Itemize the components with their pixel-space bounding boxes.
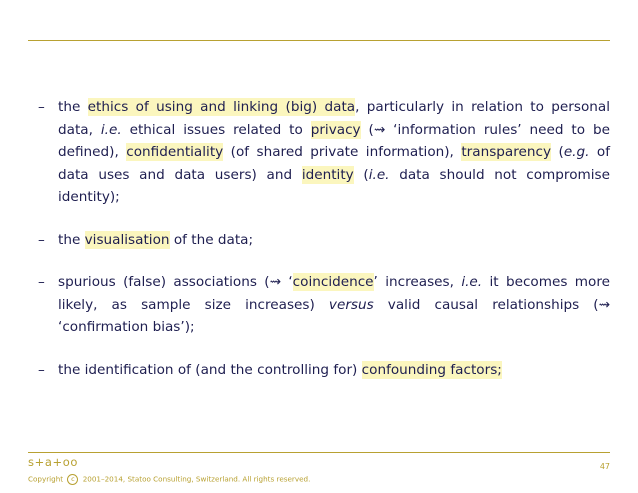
text-segment: it becomes more likely, as sample size increases) — [58, 274, 610, 313]
italic-versus: versus — [328, 296, 374, 313]
italic-ie: i.e. — [100, 121, 122, 138]
bullet-text — [58, 359, 610, 382]
copyright-icon: c — [67, 474, 78, 485]
copyright-notice — [28, 474, 310, 485]
text-segment: ( — [551, 144, 564, 160]
highlight-ethics: ethics of using and linking (big) data — [87, 99, 356, 115]
text-segment: of the data; — [169, 231, 254, 248]
highlight-transparency: transparency — [461, 144, 552, 160]
bullet-text — [58, 96, 610, 209]
text-segment: the — [58, 99, 88, 115]
bullet-list — [38, 96, 610, 381]
bullet-ethics — [38, 96, 610, 209]
bullet-visualisation — [38, 229, 610, 252]
highlight-visualisation: visualisation — [84, 231, 170, 248]
copyright-text: 2001–2014, Statoo Consulting, Switzerland. All rights reserved. — [82, 474, 311, 484]
bullet-spurious — [38, 271, 610, 339]
text-segment: valid causal relationships (⇝ ‘confirmation bias’); — [58, 296, 610, 335]
text-segment: the identification of (and the controlling for) — [58, 361, 362, 378]
bottom-rule — [28, 452, 610, 453]
highlight-confounding-factors: confounding factors; — [361, 361, 502, 378]
highlight-confidentiality: confidentiality — [126, 144, 224, 160]
text-segment: ethical issues related to — [121, 121, 311, 138]
text-segment: of data uses and data users) and — [58, 144, 611, 183]
highlight-identity: identity — [301, 166, 354, 183]
text-segment: (of shared private information), — [223, 144, 462, 160]
statoo-logo: s+a+oo — [28, 455, 78, 469]
bullet-dash: – — [38, 274, 45, 290]
text-segment: the — [58, 231, 85, 248]
bullet-text — [58, 271, 610, 339]
bullet-text — [58, 229, 610, 252]
top-rule — [28, 40, 610, 41]
highlight-privacy: privacy — [310, 121, 361, 138]
text-segment: , particularly in relation to personal data, — [58, 99, 610, 138]
bullet-dash: – — [38, 99, 45, 115]
text-segment: data should not compromise identity); — [58, 166, 611, 205]
text-segment: ( — [353, 166, 369, 183]
italic-eg: e.g. — [563, 144, 590, 160]
bullet-confounding — [38, 359, 610, 382]
bullet-dash: – — [38, 231, 45, 248]
copyright-prefix: Copyright — [28, 474, 64, 484]
page-number: 47 — [599, 462, 610, 471]
italic-ie: i.e. — [368, 166, 390, 183]
text-segment: spurious (false) associations (⇝ ‘ — [58, 274, 293, 290]
bullet-dash: – — [38, 361, 45, 378]
highlight-coincidence: coincidence — [292, 274, 374, 290]
italic-ie: i.e. — [461, 274, 483, 290]
text-segment: ’ increases, — [373, 274, 462, 290]
text-segment: (⇝ ‘information rules’ need to be defined), — [58, 121, 610, 160]
